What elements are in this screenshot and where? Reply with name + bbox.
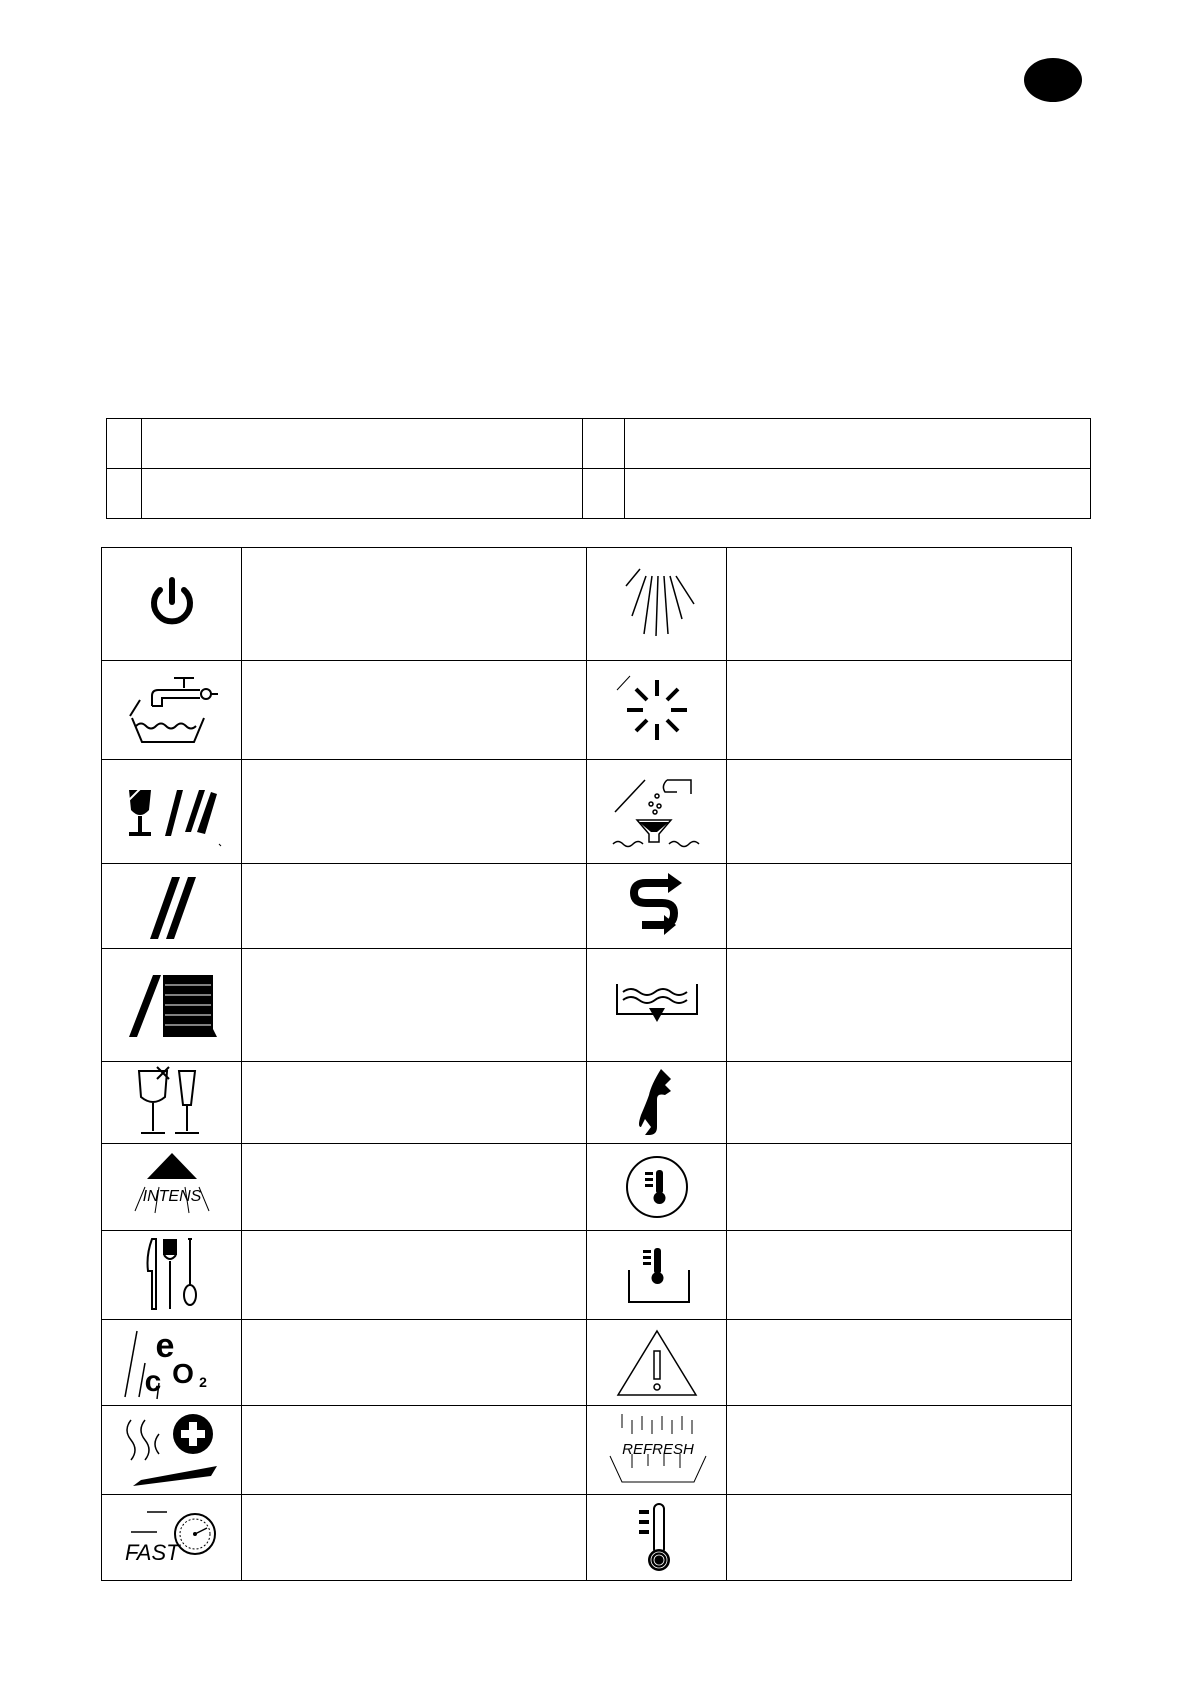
symbol-description — [727, 1495, 1072, 1581]
table-row — [102, 1144, 1072, 1231]
top-table-cell — [107, 469, 142, 519]
symbol-table — [101, 547, 1072, 1581]
fast-label: FAST — [124, 1539, 180, 1565]
table-row — [102, 1062, 1072, 1144]
intens-label: INTENS — [142, 1188, 201, 1205]
salt-funnel-icon — [587, 760, 727, 864]
eco-o-letter: O — [171, 1357, 194, 1389]
wrench-icon — [587, 1062, 727, 1144]
thermometer-basin-icon — [587, 1231, 727, 1320]
symbol-description — [727, 1320, 1072, 1406]
intens-icon — [102, 1144, 242, 1231]
thermometer-icon — [587, 1495, 727, 1581]
water-tap-basin-icon — [102, 661, 242, 760]
symbol-description — [242, 1495, 587, 1581]
top-table-row — [107, 419, 1091, 469]
top-table-cell — [625, 419, 1091, 469]
hygiene-steam-icon — [102, 1406, 242, 1495]
symbol-description — [242, 1062, 587, 1144]
symbol-description — [727, 548, 1072, 661]
rinse-aid-rays-icon — [587, 548, 727, 661]
table-row — [102, 1495, 1072, 1581]
refresh-label: REFRESH — [621, 1441, 694, 1458]
top-table-cell — [625, 469, 1091, 519]
table-row — [102, 548, 1072, 661]
symbol-description — [727, 1062, 1072, 1144]
plate-and-pot-icon — [102, 949, 242, 1062]
symbol-description — [727, 949, 1072, 1062]
top-table-row — [107, 469, 1091, 519]
top-table-cell — [582, 419, 625, 469]
top-table-cell — [141, 419, 582, 469]
sparkle-loading-icon — [587, 661, 727, 760]
fast-gauge-icon — [102, 1495, 242, 1581]
table-row — [102, 661, 1072, 760]
symbol-description — [727, 760, 1072, 864]
symbol-description — [242, 760, 587, 864]
glassware-icon — [102, 1062, 242, 1144]
eco-e-letter: e — [155, 1326, 174, 1365]
eco-co2-icon — [102, 1320, 242, 1406]
symbol-description — [727, 1144, 1072, 1231]
glass-and-plates-icon — [102, 760, 242, 864]
top-key-table — [106, 418, 1091, 519]
symbol-description — [727, 1231, 1072, 1320]
top-table-cell — [107, 419, 142, 469]
table-row — [102, 949, 1072, 1062]
symbol-description — [242, 864, 587, 949]
symbol-description — [727, 661, 1072, 760]
symbol-description — [242, 661, 587, 760]
symbol-description — [242, 548, 587, 661]
symbol-description — [727, 864, 1072, 949]
symbol-description — [727, 1406, 1072, 1495]
top-table-cell — [582, 469, 625, 519]
table-row — [102, 1231, 1072, 1320]
cutlery-icon — [102, 1231, 242, 1320]
symbol-description — [242, 1144, 587, 1231]
table-row — [102, 1406, 1072, 1495]
thermometer-circle-icon — [587, 1144, 727, 1231]
symbol-description — [242, 1231, 587, 1320]
eco-2-subscript: 2 — [198, 1373, 207, 1390]
symbol-description — [242, 1406, 587, 1495]
water-drain-icon — [587, 949, 727, 1062]
eco-c-letter: c — [144, 1364, 161, 1398]
refresh-icon — [587, 1406, 727, 1495]
table-row — [102, 1320, 1072, 1406]
top-table-cell — [141, 469, 582, 519]
language-badge — [1024, 58, 1082, 102]
symbol-description — [242, 1320, 587, 1406]
cycle-arrows-icon — [587, 864, 727, 949]
plates-icon — [102, 864, 242, 949]
table-row — [102, 760, 1072, 864]
symbol-description — [242, 949, 587, 1062]
power-icon — [102, 548, 242, 661]
warning-triangle-icon — [587, 1320, 727, 1406]
table-row — [102, 864, 1072, 949]
